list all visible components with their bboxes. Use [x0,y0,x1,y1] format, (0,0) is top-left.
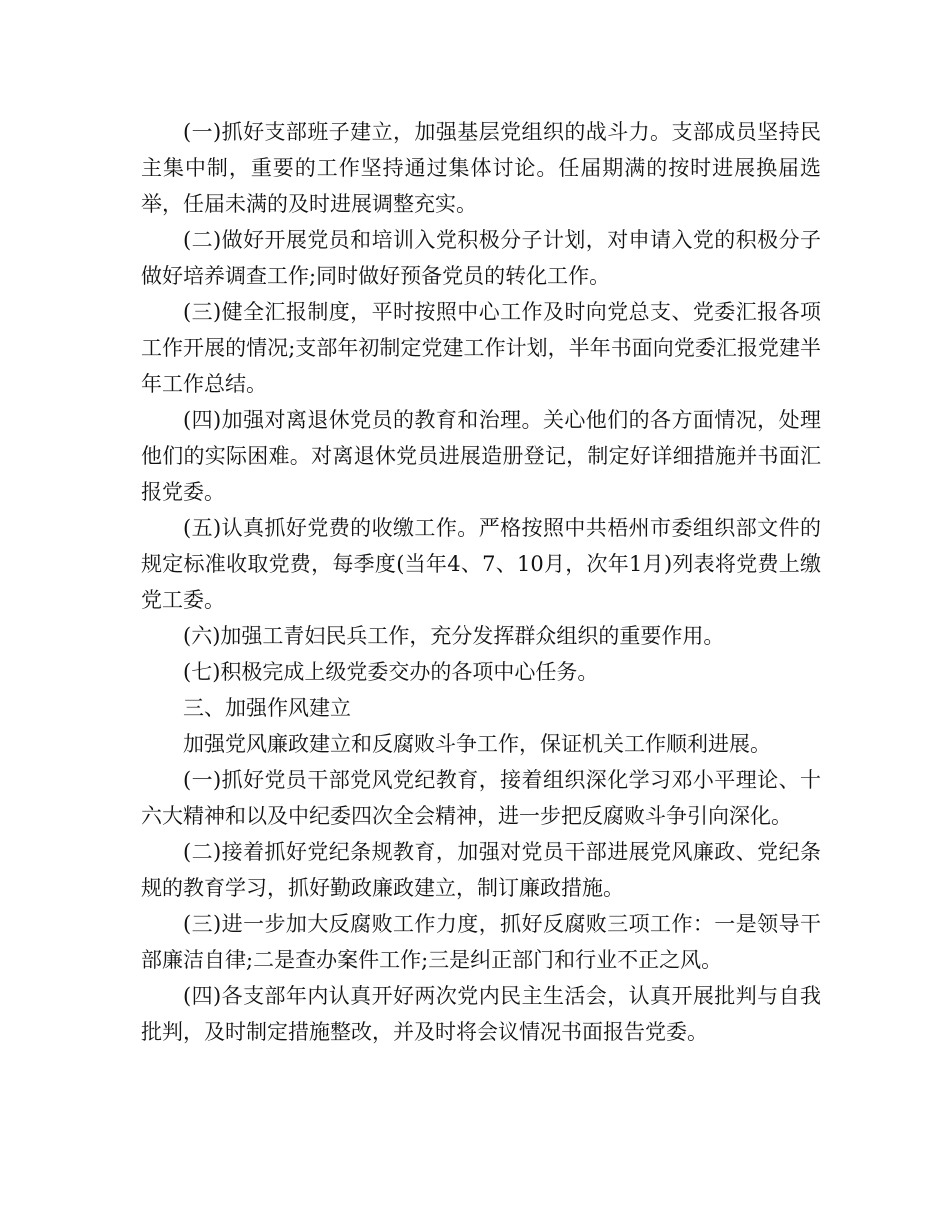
paragraph-rules-education: (二)接着抓好党纪条规教育，加强对党员干部进展党风廉政、党纪条规的教育学习，抓好勤政廉政建立，制订廉政措施。 [141,840,821,900]
paragraph-retired-members: (四)加强对离退休党员的教育和治理。关心他们的各方面情况，处理他们的实际困难。对离退休党员进展造册登记，制定好详细措施并书面汇报党委。 [141,408,821,504]
paragraph-democratic-life-meetings: (四)各支部年内认真开好两次党内民主生活会，认真开展批判与自我批判，及时制定措施整改，并及时将会议情况书面报告党委。 [141,984,821,1044]
paragraph-anti-corruption-efforts: (三)进一步加大反腐败工作力度，抓好反腐败三项工作：一是领导干部廉洁自律;二是查办案件工作;三是纠正部门和行业不正之风。 [141,912,821,972]
paragraph-central-tasks: (七)积极完成上级党委交办的各项中心任务。 [183,660,599,684]
paragraph-discipline-education: (一)抓好党员干部党风党纪教育，接着组织深化学习邓小平理论、十六大精神和以及中纪委四次全会精神，进一步把反腐败斗争引向深化。 [141,768,821,828]
paragraph-anti-corruption-intro: 加强党风廉政建立和反腐败斗争工作，保证机关工作顺利进展。 [183,732,771,756]
document-body [141,114,821,1050]
paragraph-member-recruitment: (二)做好开展党员和培训入党积极分子计划，对申请入党的积极分子做好培养调查工作;同时做好预备党员的转化工作。 [141,228,821,288]
paragraph-party-branch-building: (一)抓好支部班子建立，加强基层党组织的战斗力。支部成员坚持民主集中制，重要的工作坚持通过集体讨论。任届期满的按时进展换届选举，任届未满的及时进展调整充实。 [141,120,821,216]
section-heading-work-style: 三、加强作风建立 [183,696,351,720]
paragraph-reporting-system: (三)健全汇报制度，平时按照中心工作及时向党总支、党委汇报各项工作开展的情况;支部年初制定党建工作计划，半年书面向党委汇报党建半年工作总结。 [141,300,821,396]
paragraph-party-dues: (五)认真抓好党费的收缴工作。严格按照中共梧州市委组织部文件的规定标准收取党费，每季度(当年4、7、10月，次年1月)列表将党费上缴党工委。 [141,516,821,612]
paragraph-mass-organizations: (六)加强工青妇民兵工作，充分发挥群众组织的重要作用。 [183,624,725,648]
